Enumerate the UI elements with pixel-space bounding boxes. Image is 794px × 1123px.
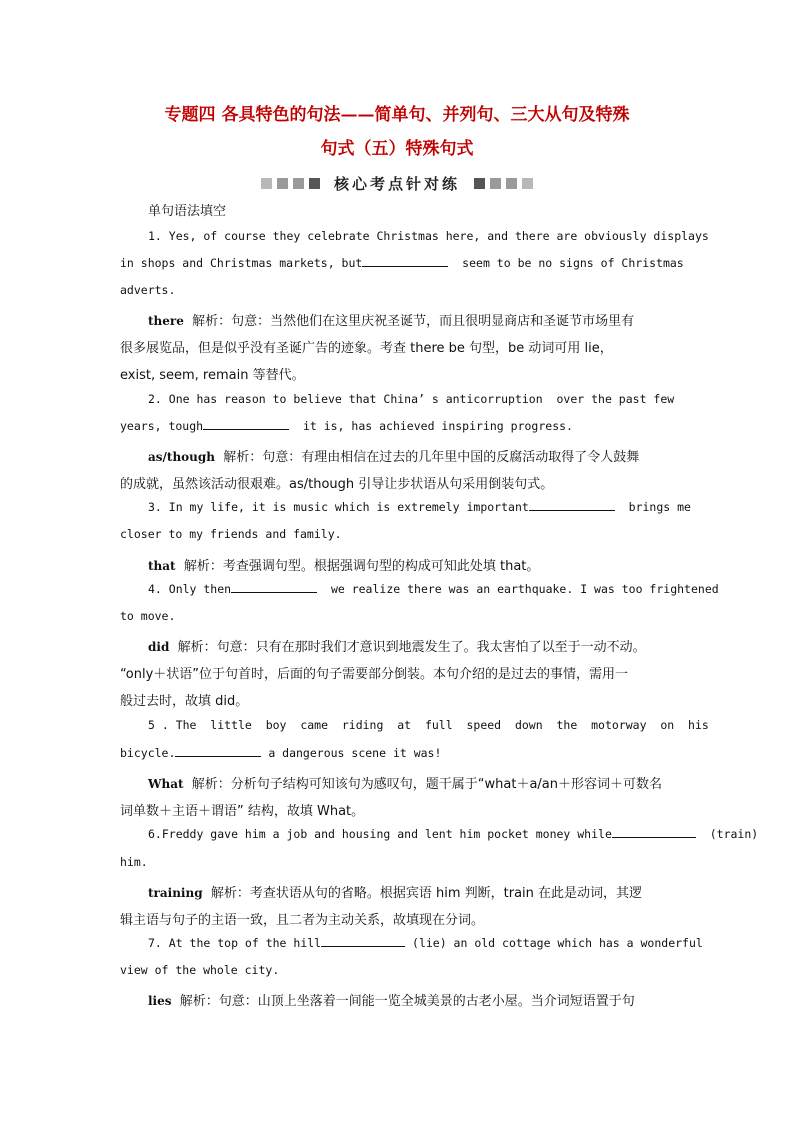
q5-blank[interactable]: [175, 746, 261, 757]
section-banner: [0, 172, 794, 194]
q6-explanation-2: 辑主语与句子的主语一致，且二者为主动关系，故填现在分词。: [120, 913, 485, 928]
q4-line1: 4. Only then we realize there was an earthquake. I was too frightened: [148, 582, 719, 596]
q4-explanation-1: did 解析：句意：只有在那时我们才意识到地震发生了。我太害怕了以至于一动不动。: [148, 640, 646, 655]
q5-line2: bicycle. a dangerous scene it was!: [120, 746, 442, 760]
q7-line1: 7. At the top of the hill (lie) an old cottage which has a wonderful: [148, 936, 703, 950]
q4-explanation-2: “only＋状语”位于句首时，后面的句子需要部分倒装。本句介绍的是过去的事情，需用一: [120, 667, 629, 682]
page-subtitle: 句式（五）特殊句式: [320, 139, 474, 159]
q1-line3: adverts.: [120, 283, 176, 297]
q1-explanation-3: exist, seem, remain 等替代。: [120, 368, 305, 383]
q4-line2: to move.: [120, 609, 176, 623]
q2-blank[interactable]: [203, 419, 289, 430]
q5-answer: What: [148, 777, 184, 791]
q2-line2: years, tough it is, has achieved inspiring progress.: [120, 419, 573, 433]
banner-title: 核心考点针对练: [333, 174, 460, 193]
q2-answer: as/though: [148, 450, 216, 464]
q6-line2: him.: [120, 855, 148, 869]
q7-line2: view of the whole city.: [120, 963, 280, 977]
q4-blank[interactable]: [231, 582, 317, 593]
q1-line2: in shops and Christmas markets, but seem to be no signs of Christmas: [120, 256, 684, 270]
banner-right-squares: [474, 178, 533, 189]
q3-line1: 3. In my life, it is music which is extremely important brings me: [148, 500, 691, 514]
q5-line1: 5 . The little boy came riding at full speed down the motorway on his: [148, 718, 709, 732]
q6-explanation-1: training 解析：考查状语从句的省略。根据宾语 him 判断，train 在此是动词，其逻: [148, 886, 643, 901]
q1-line1: 1. Yes, of course they celebrate Christmas here, and there are obviously displays: [148, 229, 709, 243]
q6-line1: 6.Freddy gave him a job and housing and lent him pocket money while (train): [148, 827, 759, 841]
page-title: 专题四 各具特色的句法——简单句、并列句、三大从句及特殊: [164, 105, 630, 125]
q5-explanation-1: What 解析：分析句子结构可知该句为感叹句，题干属于“what＋a/an＋形容词＋可数名: [148, 777, 663, 792]
q3-blank[interactable]: [529, 500, 615, 511]
section-heading: 单句语法填空: [148, 204, 227, 219]
q7-answer: lies: [148, 994, 172, 1008]
q1-explanation-1: there 解析：句意：当然他们在这里庆祝圣诞节，而且很明显商店和圣诞节市场里有: [148, 314, 635, 329]
q6-blank[interactable]: [612, 827, 696, 838]
q3-explanation-1: that 解析：考查强调句型。根据强调句型的构成可知此处填 that。: [148, 559, 540, 574]
q7-blank[interactable]: [321, 936, 405, 947]
q1-blank[interactable]: [362, 256, 448, 267]
q2-explanation-1: as/though 解析：句意：有理由相信在过去的几年里中国的反腐活动取得了令人鼓舞: [148, 450, 640, 465]
q4-answer: did: [148, 640, 170, 654]
q3-line2: closer to my friends and family.: [120, 527, 342, 541]
q7-explanation-1: lies 解析：句意：山顶上坐落着一间能一览全城美景的古老小屋。当介词短语置于句: [148, 994, 635, 1009]
q1-answer: there: [148, 314, 184, 328]
q3-answer: that: [148, 559, 176, 573]
banner-left-squares: [261, 178, 320, 189]
q4-explanation-3: 般过去时，故填 did。: [120, 694, 249, 709]
q2-line1: 2. One has reason to believe that China’ s anticorruption over the past few: [148, 392, 675, 406]
q2-explanation-2: 的成就，虽然该活动很艰难。as/though 引导让步状语从句采用倒装句式。: [120, 477, 554, 492]
q1-explanation-2: 很多展览品，但是似乎没有圣诞广告的迹象。考查 there be 句型，be 动词可用 lie，: [120, 341, 613, 356]
q5-explanation-2: 词单数＋主语＋谓语” 结构，故填 What。: [120, 804, 365, 819]
q6-answer: training: [148, 886, 203, 900]
